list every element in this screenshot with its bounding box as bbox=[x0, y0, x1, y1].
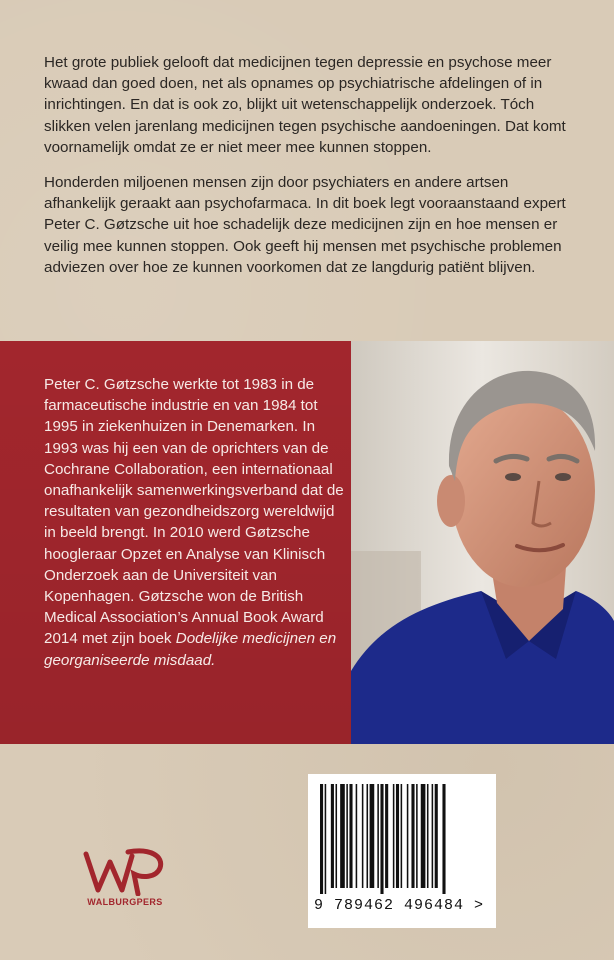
barcode-bar bbox=[442, 784, 445, 894]
intro-paragraph-1: Het grote publiek gelooft dat medicijnen tegen depressie en psychose meer kwaad dan goed doen, net als opnames op psychiatrische afdelingen of in inrichtingen. En dat is ook zo, blijkt uit wetenschappelijk onderzoek. Tóch slikken velen jarenlang medicijnen tegen psychische aandoeningen. Dat komt voornamelijk omdat ze er niet meer mee kunnen stoppen. bbox=[44, 54, 566, 156]
barcode-bar bbox=[370, 784, 375, 888]
barcode-bar bbox=[377, 784, 379, 888]
intro-text bbox=[44, 52, 584, 292]
barcode-bar bbox=[320, 784, 323, 894]
barcode-bar bbox=[401, 784, 403, 888]
barcode-bar bbox=[325, 784, 327, 894]
author-portrait-illustration bbox=[351, 341, 614, 744]
barcode-bar bbox=[331, 784, 334, 888]
barcode-bar bbox=[336, 784, 338, 888]
author-bio bbox=[44, 374, 344, 671]
barcode-bar bbox=[393, 784, 395, 888]
isbn-barcode bbox=[308, 774, 496, 928]
barcode-bar bbox=[396, 784, 399, 888]
walburgpers-logo-icon bbox=[80, 846, 170, 896]
barcode-bar bbox=[367, 784, 369, 888]
barcode-bar bbox=[427, 784, 429, 888]
barcode-bar bbox=[340, 784, 345, 888]
author-photo bbox=[351, 341, 614, 744]
barcode-bar bbox=[416, 784, 418, 888]
barcode-bars bbox=[318, 784, 486, 894]
barcode-bar bbox=[380, 784, 383, 894]
barcode-bar bbox=[346, 784, 348, 888]
barcode-bar bbox=[432, 784, 434, 888]
book-title-italic: Dodelijke medicijnen en georganiseerde misdaad. bbox=[44, 630, 337, 669]
author-bio-panel bbox=[0, 341, 351, 744]
barcode-bar bbox=[362, 784, 364, 888]
barcode-bar bbox=[356, 784, 358, 888]
isbn-digits: 9 789462 496484 > bbox=[314, 897, 485, 914]
barcode-bar bbox=[385, 784, 388, 888]
publisher-name: WALBURGPERS bbox=[87, 897, 163, 907]
author-bio-text: Peter C. Gøtzsche werkte tot 1983 in de farmaceutische industrie en van 1984 tot 1995 in ziekenhuizen in Denemarken. In 1993 was hij een van de oprichters van de Cochrane Collaboration, een internationaal onafhankelijk samenwerkingsverband dat de resultaten van gezondheidszorg wereldwijd in beeld brengt. In 2010 werd Gøtzsche hoogleraar Opzet en Analyse van Klinisch Onderzoek aan de Universiteit van Kopenhagen. Gøtzsche won de British Medical Association’s Annual Book Award 2014 met zijn boek bbox=[44, 376, 344, 648]
barcode-bar bbox=[349, 784, 352, 888]
barcode-bar bbox=[407, 784, 409, 888]
barcode-bar bbox=[411, 784, 414, 888]
barcode-bar bbox=[421, 784, 426, 888]
intro-paragraph-2: Honderden miljoenen mensen zijn door psychiaters en andere artsen afhankelijk geraakt aan psychofarmaca. In dit boek legt vooraanstaand expert Peter C. Gøtzsche uit hoe schadelijk deze medicijnen zijn en hoe mensen er veilig mee kunnen stoppen. Ook geeft hij mensen met psychische problemen adviezen over hoe ze kunnen voorkomen dat ze langdurig patiënt blijven. bbox=[44, 174, 566, 276]
barcode-bar bbox=[435, 784, 438, 888]
